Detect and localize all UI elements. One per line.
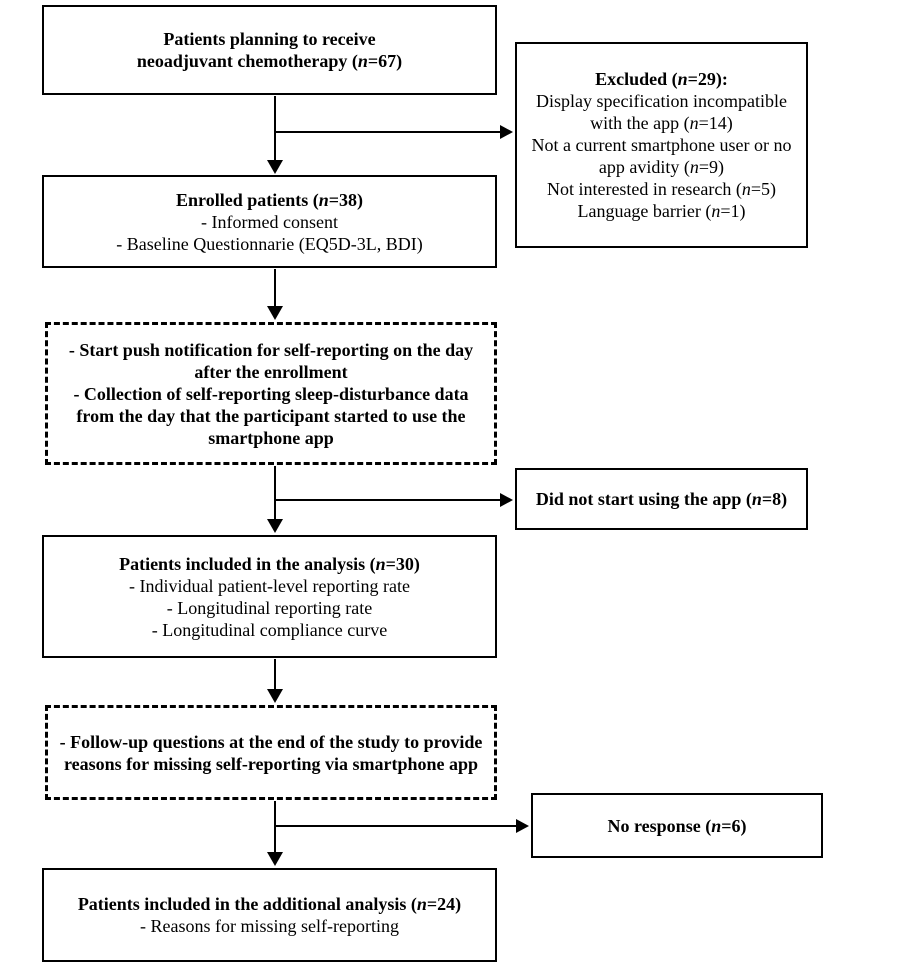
did-not-start-line <box>523 488 800 510</box>
follow-up-line1: - Follow-up questions at the end of the study to provide <box>59 731 483 752</box>
excluded-title-pre: Excluded ( <box>595 69 678 89</box>
enrolled-title <box>50 189 489 211</box>
arrowhead-right-icon <box>500 493 513 507</box>
italic-n: n <box>689 157 699 177</box>
analysis-box <box>42 535 497 658</box>
italic-n: n <box>741 179 751 199</box>
enrolled-item1: - Informed consent <box>201 211 338 232</box>
analysis-title-post: =30) <box>385 553 420 574</box>
additional-title-pre: Patients included in the additional analysis ( <box>77 894 417 914</box>
excluded-line5 <box>523 156 800 178</box>
additional-title <box>50 893 489 915</box>
arrowhead-right-icon <box>500 125 513 139</box>
intervention-line1: - Start push notification for self-reporting on the day <box>68 339 474 360</box>
arrowhead-down-icon <box>267 689 283 703</box>
enrolled-title-post: =38) <box>328 189 363 210</box>
follow-up-box <box>45 705 497 800</box>
intervention-line3: - Collection of self-reporting sleep-disturbance data <box>73 383 469 404</box>
italic-n: n <box>318 189 329 210</box>
excluded-line7 <box>523 200 800 222</box>
analysis-title-pre: Patients included in the analysis ( <box>119 553 376 574</box>
excluded-line6 <box>523 178 800 200</box>
arrowhead-right-icon <box>516 819 529 833</box>
planning-line1: Patients planning to receive <box>163 29 376 49</box>
did-not-start-box <box>515 468 808 530</box>
excluded-line3-pre: with the app ( <box>590 113 690 133</box>
no-response-line <box>539 815 815 837</box>
italic-n: n <box>357 51 368 71</box>
additional-item1: - Reasons for missing self-reporting <box>140 916 399 936</box>
analysis-title <box>50 553 489 575</box>
follow-up-line2: reasons for missing self-reporting via smartphone app <box>63 753 479 774</box>
excluded-title <box>523 68 800 90</box>
excluded-line7-post: =1) <box>720 201 746 221</box>
excluded-line7-pre: Language barrier ( <box>577 201 712 221</box>
italic-n: n <box>375 553 386 574</box>
no-response-box <box>531 793 823 858</box>
italic-n: n <box>711 815 722 836</box>
additional-analysis-box <box>42 868 497 962</box>
enrolled-item2: - Baseline Questionnarie (EQ5D-3L, BDI) <box>116 233 423 254</box>
additional-title-post: =24) <box>426 894 462 914</box>
intervention-line5: smartphone app <box>208 427 334 448</box>
analysis-item2: - Longitudinal reporting rate <box>166 597 373 618</box>
italic-n: n <box>677 69 688 89</box>
italic-n: n <box>751 489 762 509</box>
no-response-pre: No response ( <box>607 815 712 836</box>
no-response-post: =6) <box>721 815 747 836</box>
intervention-line2: after the enrollment <box>194 361 348 382</box>
italic-n: n <box>689 113 699 133</box>
did-not-start-pre: Did not start using the app ( <box>535 489 752 509</box>
excluded-line2: Display specification incompatible <box>536 91 787 111</box>
planning-line2 <box>50 50 489 72</box>
excluded-line3-post: =14) <box>698 113 733 133</box>
excluded-box <box>515 42 808 248</box>
excluded-line6-pre: Not interested in research ( <box>546 179 742 199</box>
excluded-line3 <box>523 112 800 134</box>
did-not-start-post: =8) <box>761 489 788 509</box>
excluded-title-post: =29): <box>687 69 728 89</box>
analysis-item3: - Longitudinal compliance curve <box>151 619 388 640</box>
arrowhead-down-icon <box>267 160 283 174</box>
planning-line2-pre: neoadjuvant chemotherapy ( <box>136 51 358 71</box>
planning-line2-post: =67) <box>367 51 403 71</box>
italic-n: n <box>416 894 427 914</box>
planning-box <box>42 5 497 95</box>
excluded-line4: Not a current smartphone user or no <box>531 135 792 155</box>
excluded-line5-pre: app avidity ( <box>598 157 690 177</box>
intervention-line4: from the day that the participant started to use the <box>76 405 466 426</box>
arrowhead-down-icon <box>267 852 283 866</box>
italic-n: n <box>711 201 721 221</box>
excluded-line5-post: =9) <box>698 157 725 177</box>
arrowhead-down-icon <box>267 306 283 320</box>
enrolled-box <box>42 175 497 268</box>
intervention-box <box>45 322 497 465</box>
excluded-line6-post: =5) <box>750 179 777 199</box>
analysis-item1: - Individual patient-level reporting rate <box>129 575 410 596</box>
arrowhead-down-icon <box>267 519 283 533</box>
enrolled-title-pre: Enrolled patients ( <box>176 189 319 210</box>
